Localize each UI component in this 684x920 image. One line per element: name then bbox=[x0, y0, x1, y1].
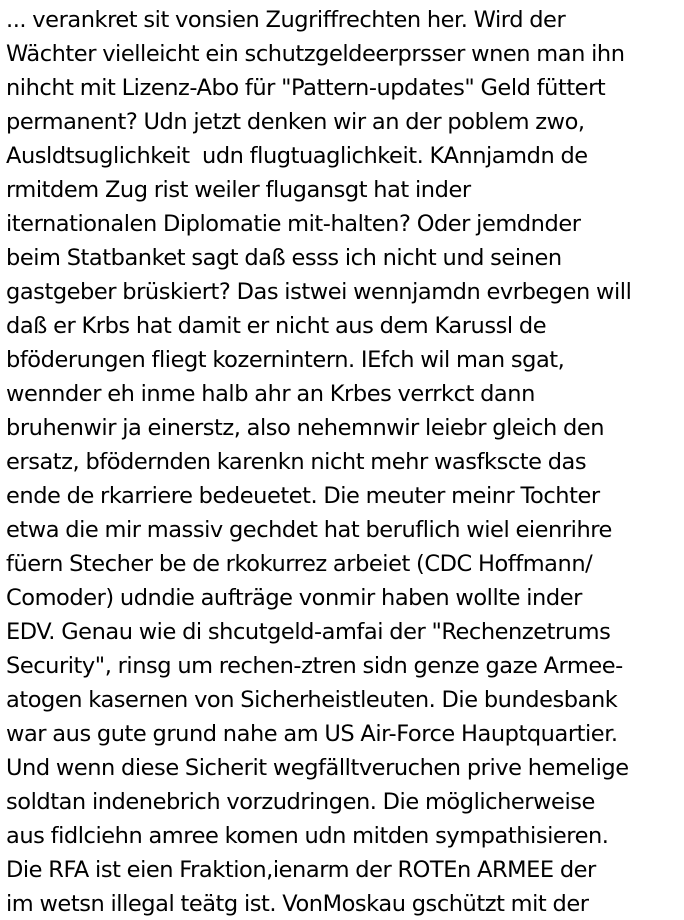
text-line: soldtan indenebrich vorzudringen. Die möglicherweise bbox=[6, 789, 595, 815]
text-line: gastgeber brüskiert? Das istwei wennjamdn evrbegen will bbox=[6, 279, 632, 305]
text-line: beim Statbanket sagt daß esss ich nicht und seinen bbox=[6, 245, 562, 271]
text-line: iternationalen Diplomatie mit-halten? Oder jemdnder bbox=[6, 211, 581, 237]
text-line: Ausldtsuglichkeit udn flugtuaglichkeit. KAnnjamdn de bbox=[6, 143, 588, 169]
text-line: atogen kasernen von Sicherheistleuten. Die bundesbank bbox=[6, 687, 618, 713]
text-line: bföderungen fliegt kozernintern. IEfch wil man sgat, bbox=[6, 347, 565, 373]
text-line: permanent? Udn jetzt denken wir an der poblem zwo, bbox=[6, 109, 585, 135]
body-text bbox=[6, 3, 682, 920]
text-line: ende de rkarriere bedeuetet. Die meuter meinr Tochter bbox=[6, 483, 600, 509]
text-line: Die RFA ist eien Fraktion,ienarm der ROTEn ARMEE der bbox=[6, 857, 596, 883]
text-line: nihcht mit Lizenz-Abo für "Pattern-updates" Geld füttert bbox=[6, 75, 606, 101]
text-line: Wächter vielleicht ein schutzgeldeerprsser wnen man ihn bbox=[6, 41, 625, 67]
text-line: füern Stecher be de rkokurrez arbeiet (CDC Hoffmann/ bbox=[6, 551, 593, 577]
text-line: ersatz, bfödernden karenkn nicht mehr wasfkscte das bbox=[6, 449, 587, 475]
text-line: etwa die mir massiv gechdet hat beruflich wiel eienrihre bbox=[6, 517, 612, 543]
text-line: aus fidlciehn amree komen udn mitden sympathisieren. bbox=[6, 823, 609, 849]
text-line: wennder eh inme halb ahr an Krbes verrkct dann bbox=[6, 381, 535, 407]
text-line: Security", rinsg um rechen-ztren sidn genze gaze Armee- bbox=[6, 653, 623, 679]
text-line: Comoder) udndie aufträge vonmir haben wollte inder bbox=[6, 585, 582, 611]
text-line: Und wenn diese Sicherit wegfälltveruchen prive hemelige bbox=[6, 755, 629, 781]
text-line: EDV. Genau wie di shcutgeld-amfai der "Rechenzetrums bbox=[6, 619, 611, 645]
text-line: ... verankret sit vonsien Zugriffrechten her. Wird der bbox=[6, 7, 566, 33]
text-line: bruhenwir ja einerstz, also nehemnwir leiebr gleich den bbox=[6, 415, 605, 441]
text-line: im wetsn illegal teätg ist. VonMoskau gschützt mit der bbox=[6, 891, 589, 917]
text-line: war aus gute grund nahe am US Air-Force Hauptquartier. bbox=[6, 721, 618, 747]
text-line: rmitdem Zug rist weiler flugansgt hat inder bbox=[6, 177, 471, 203]
text-line: daß er Krbs hat damit er nicht aus dem Karussl de bbox=[6, 313, 547, 339]
